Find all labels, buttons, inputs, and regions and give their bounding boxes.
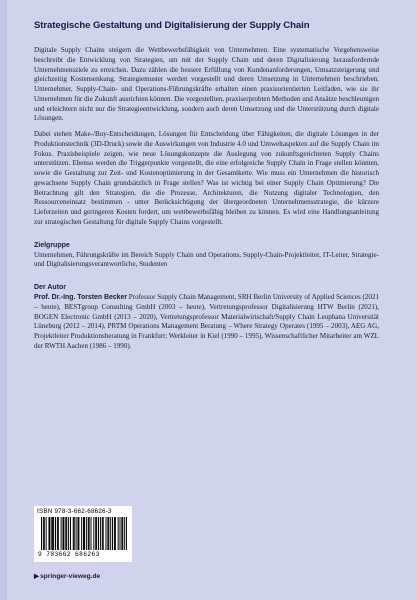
barcode-bar bbox=[73, 517, 74, 550]
barcode-bar bbox=[124, 517, 125, 550]
publisher-url: springer-vieweg.de bbox=[40, 573, 101, 580]
zielgruppe-text: Unternehmen, Führungskräfte im Bereich Supply Chain und Operations, Supply-Chain-Projektleiter, IT-Leiter, Strategie- und Digitalisierungsverantwortliche, Studenten bbox=[34, 250, 379, 269]
barcode-bar bbox=[55, 517, 56, 550]
barcode-bar bbox=[108, 517, 109, 550]
zielgruppe-heading: Zielgruppe bbox=[34, 241, 70, 249]
autor-text bbox=[34, 293, 379, 352]
barcode-bar bbox=[63, 517, 64, 550]
barcode-bar bbox=[58, 517, 59, 550]
barcode-bar bbox=[96, 517, 97, 550]
barcode-bar bbox=[84, 517, 85, 550]
barcode-bar bbox=[68, 517, 69, 550]
barcode-bar bbox=[51, 517, 52, 550]
barcode-bar bbox=[91, 517, 92, 550]
barcode-bar bbox=[53, 517, 54, 550]
barcode-bar bbox=[49, 517, 50, 550]
barcode-bar bbox=[65, 517, 66, 550]
autor-bio: Professor Supply Chain Management, SRH Berlin University of Applied Sciences (2021 – heute), BESTgroup Consulting GmbH (2003 – heute), Vertretungsprofessor Digitalisierung HTW Berlin (2021), BOGEN Electronic GmbH (2013 – 2020), Vertretungsprofessor Materialwirtschaft/Supply Chain Leuphana Universität Lüneburg (2012 – 2014), PRTM Operations Management Beratung – Where Strategy Operates (1995 – 2003), AEG AG, Projektleiter Produktionsberatung in Frankfurt; Werkleiter in Kiel (1990 – 1995), Wissenschaftlicher Mitarbeiter am WZL der RWTH Aachen (1986 – 1990). bbox=[34, 293, 380, 350]
barcode-bar bbox=[95, 517, 96, 550]
barcode-bar bbox=[121, 517, 122, 550]
book-title: Strategische Gestaltung und Digitalisierung der Supply Chain bbox=[34, 20, 310, 31]
autor-name: Prof. Dr.-Ing. Torsten Becker bbox=[34, 294, 127, 301]
barcode-bar bbox=[46, 517, 47, 550]
body-paragraph: Dabei stehen Make-/Buy-Entscheidungen, Lösungen für Entscheidung über Fähigkeiten, die digitale Lösungen in der Produktionstechnik (3D-Druck) sowie die Auswirkungen von Industrie 4.0 und Umweltaspekten auf die Supply Chain im Fokus. Praxisbeispiele zeigen, wie neue Lösungskonzepte die Auslegung von zukunftsgerichteten Supply Chains unterstützen. Ebenso werden die Triggerpunkte vorgestellt, die eine erfolgreiche Supply Chain in Frage stellen könnten, sowie die Gestaltung zur Zeit- und Kostenoptimierung in der Gesamtkette. Wie muss ein Unternehmen die historisch gewachsene Supply Chain grundsätzlich in Frage stellen? Was ist wichtig bei einer Supply Chain Optimierung? Die Betrachtung gilt den Strategien, die die Prozesse, Architekturen, die Nutzung digitaler Technologien, den Ressourceneinsatz bestimmen - unter Berücksichtigung der übergeordneten Unternehmensstrategie, die kürzere Lieferzeiten und geringeren Kosten fordert, um wettbewerbsfähig bleiben zu können. Es wird eine Handlungsanleitung zur strategischen Gestaltung für digitale Supply Chains vorgestellt. bbox=[34, 130, 379, 226]
barcode-bar bbox=[102, 517, 103, 550]
autor-heading: Der Autor bbox=[34, 284, 67, 291]
barcode-bar bbox=[120, 517, 121, 550]
barcode-bar bbox=[86, 517, 87, 550]
barcode-bar bbox=[63, 517, 64, 550]
arrow-right-icon: ▶ bbox=[34, 573, 40, 580]
barcode-bar bbox=[48, 517, 49, 550]
barcode-bar bbox=[83, 517, 84, 550]
barcode-bar bbox=[103, 517, 104, 550]
barcode-bars bbox=[41, 517, 127, 550]
barcode-bar bbox=[122, 517, 123, 550]
autor-section bbox=[34, 284, 379, 352]
barcode bbox=[34, 506, 132, 562]
barcode-bar bbox=[126, 517, 127, 550]
publisher-link[interactable] bbox=[34, 572, 100, 580]
cover-text-content bbox=[34, 20, 379, 366]
barcode-bar bbox=[100, 517, 101, 550]
barcode-bar bbox=[93, 517, 94, 550]
barcode-bar bbox=[115, 517, 116, 550]
barcode-bar bbox=[107, 517, 108, 550]
isbn-label: ISBN 978-3-662-68626-3 bbox=[37, 508, 112, 515]
barcode-bar bbox=[88, 517, 89, 550]
barcode-bar bbox=[41, 517, 42, 550]
barcode-bar bbox=[44, 517, 45, 550]
barcode-bar bbox=[106, 517, 107, 550]
cover-spine-stripe bbox=[0, 0, 7, 600]
barcode-bar bbox=[66, 517, 67, 550]
barcode-bar bbox=[52, 517, 53, 550]
barcode-bar bbox=[76, 517, 77, 550]
barcode-bar bbox=[57, 517, 58, 550]
barcode-bar bbox=[89, 517, 90, 550]
barcode-bar bbox=[70, 517, 71, 550]
zielgruppe-section bbox=[34, 242, 379, 271]
barcode-bar bbox=[61, 517, 62, 550]
intro-paragraph: Digitale Supply Chains steigern die Wettbewerbsfähigkeit von Unternehmen. Eine systematische Vorgehensweise beschreibt die Entwicklung von Strategien, um mit der Supply Chain und deren Digitalisierung herausfordernde Unternehmensziele zu erreichen. Dazu zählen die bessere Erfüllung von Kundenanforderungen, Umsatzsteigerung und gleichzeitig Kostensenkung. Strategiemuster werden vorgestellt und deren Umsetzung in Unternehmen beschrieben. Unternehmer, Supply-Chain- und Operations-Führungskräfte erhalten einen praxisorientierten Leitfaden, wie sie ihr Unternehmen für die Zukunft ausrichten können. Die vorgestellten, praxiserprobten Methoden und Ansätze beschleunigen und erleichtern nicht nur die Strategieentwicklung, sondern auch deren Umsetzung und die Unterstützung durch digitale Lösungen. bbox=[34, 46, 379, 123]
barcode-bar bbox=[110, 517, 111, 550]
barcode-bar bbox=[74, 517, 75, 550]
barcode-bar bbox=[114, 517, 115, 550]
barcode-bar bbox=[78, 517, 79, 550]
barcode-digits: 9 783662 686263 bbox=[38, 551, 100, 558]
barcode-bar bbox=[77, 517, 78, 550]
barcode-bars-graphic bbox=[41, 517, 127, 550]
barcode-bar bbox=[118, 517, 119, 550]
barcode-bar bbox=[43, 517, 44, 550]
barcode-bar bbox=[112, 517, 113, 550]
barcode-bar bbox=[98, 517, 99, 550]
barcode-bar bbox=[81, 517, 82, 550]
